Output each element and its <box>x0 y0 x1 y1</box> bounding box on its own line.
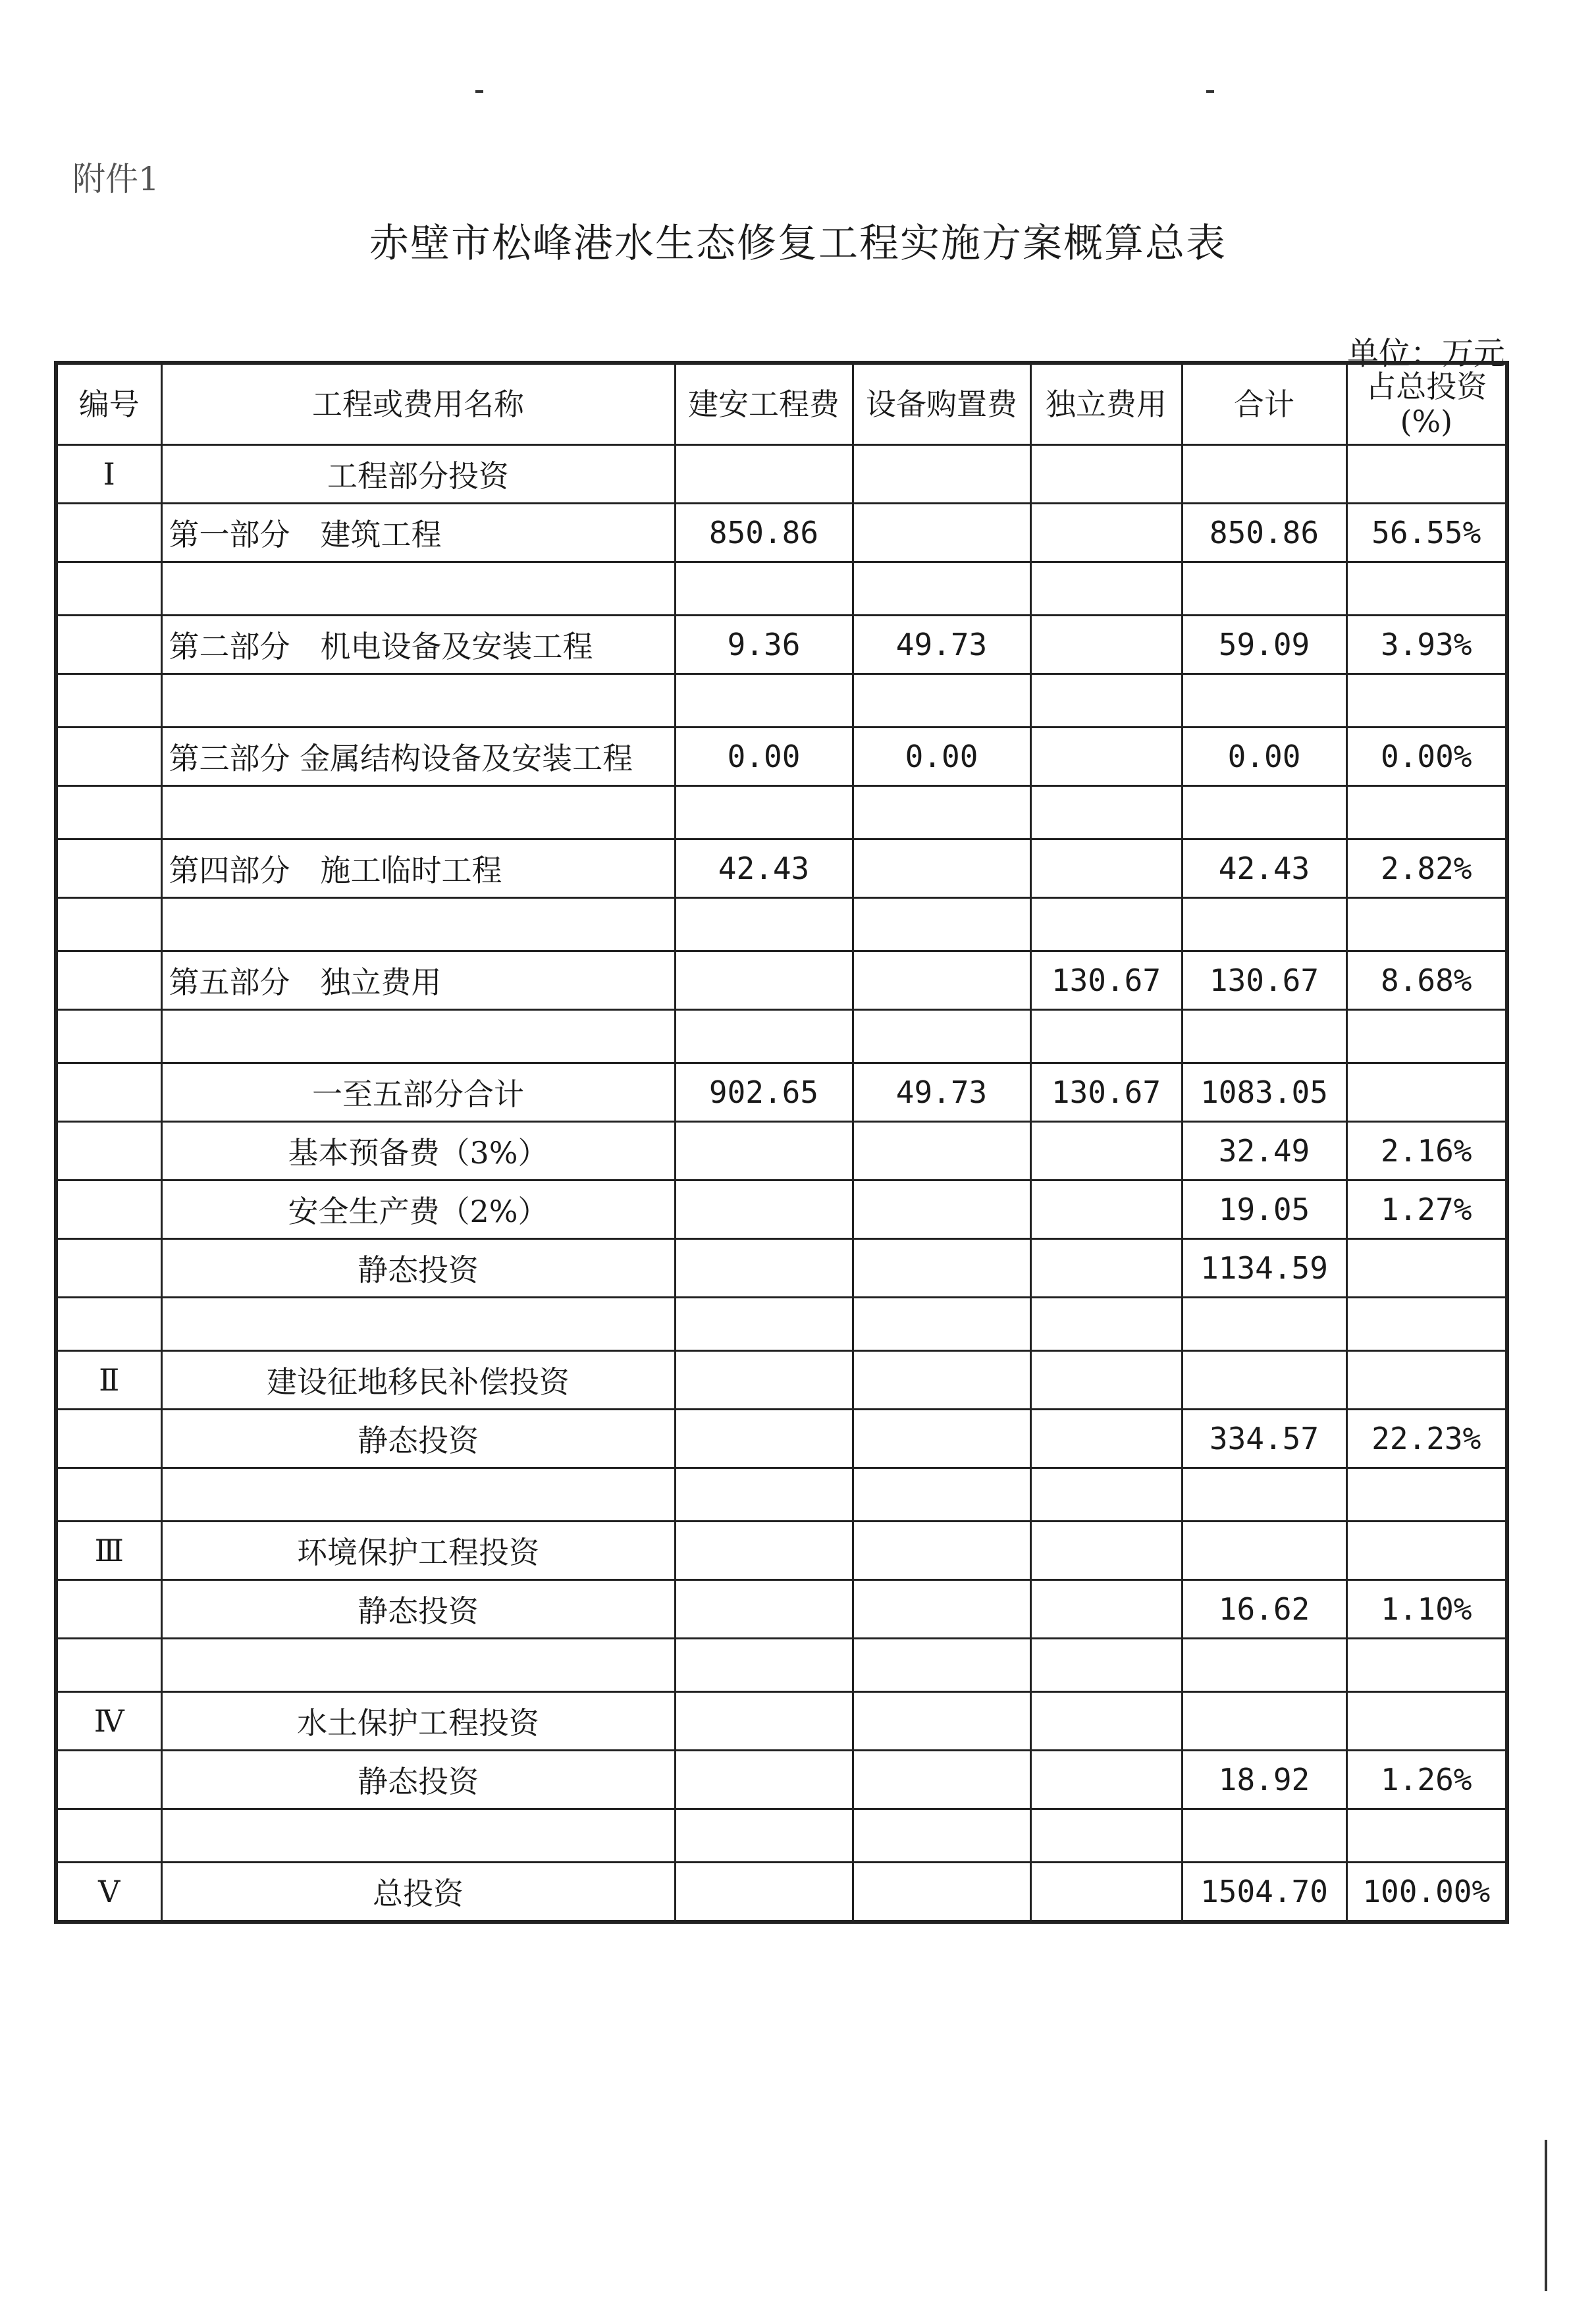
cell-no <box>56 1809 161 1863</box>
cell-total: 32.49 <box>1182 1122 1346 1180</box>
cell-construction: 0.00 <box>675 728 853 786</box>
spacer-row <box>56 674 1507 728</box>
cell-equipment <box>853 504 1030 562</box>
cell-total <box>1182 1639 1346 1692</box>
cell-equipment <box>853 1122 1030 1180</box>
cell-total: 0.00 <box>1182 728 1346 786</box>
cell-name: 第五部分 独立费用 <box>161 951 675 1010</box>
cell-equipment: 0.00 <box>853 728 1030 786</box>
cell-independent <box>1030 1863 1182 1923</box>
cell-independent <box>1030 1522 1182 1580</box>
cell-no <box>56 616 161 674</box>
cell-construction <box>675 1010 853 1063</box>
table-row <box>56 1063 1507 1122</box>
cell-name <box>161 562 675 616</box>
cell-construction: 42.43 <box>675 839 853 898</box>
table-row <box>56 445 1507 504</box>
cell-share: 2.16% <box>1346 1122 1507 1180</box>
cell-construction <box>675 1751 853 1809</box>
cell-no: Ⅱ <box>56 1351 161 1410</box>
cell-no <box>56 1751 161 1809</box>
cell-no <box>56 786 161 839</box>
table-row <box>56 728 1507 786</box>
table-row <box>56 504 1507 562</box>
cell-independent <box>1030 1298 1182 1351</box>
cell-independent <box>1030 1639 1182 1692</box>
cell-independent <box>1030 1410 1182 1468</box>
cell-share <box>1346 1809 1507 1863</box>
cell-name: 静态投资 <box>161 1239 675 1298</box>
header-share <box>1346 363 1507 445</box>
cell-no <box>56 951 161 1010</box>
cell-independent <box>1030 1468 1182 1522</box>
cell-total: 130.67 <box>1182 951 1346 1010</box>
table-row <box>56 1692 1507 1751</box>
cell-total <box>1182 898 1346 951</box>
cell-equipment <box>853 839 1030 898</box>
cell-construction: 9.36 <box>675 616 853 674</box>
spacer-row <box>56 1639 1507 1692</box>
cell-share <box>1346 1351 1507 1410</box>
cell-equipment <box>853 1239 1030 1298</box>
cell-equipment <box>853 674 1030 728</box>
header-independent: 独立费用 <box>1030 363 1182 445</box>
spacer-row <box>56 786 1507 839</box>
cell-construction <box>675 1863 853 1923</box>
cell-construction <box>675 674 853 728</box>
cell-independent <box>1030 786 1182 839</box>
cell-no <box>56 1180 161 1239</box>
cell-equipment <box>853 1410 1030 1468</box>
cell-no <box>56 1239 161 1298</box>
cell-construction <box>675 1298 853 1351</box>
cell-share: 56.55% <box>1346 504 1507 562</box>
cell-share: 0.00% <box>1346 728 1507 786</box>
cell-equipment: 49.73 <box>853 616 1030 674</box>
cell-total: 19.05 <box>1182 1180 1346 1239</box>
header-row <box>56 363 1507 445</box>
table-row <box>56 1580 1507 1639</box>
unit-label: 单位：万元 <box>1346 335 1505 372</box>
cell-share: 8.68% <box>1346 951 1507 1010</box>
cell-no <box>56 1468 161 1522</box>
cell-no <box>56 728 161 786</box>
cell-no: Ⅰ <box>56 445 161 504</box>
table-row <box>56 951 1507 1010</box>
cell-total <box>1182 1298 1346 1351</box>
cell-total: 1083.05 <box>1182 1063 1346 1122</box>
cell-independent <box>1030 1580 1182 1639</box>
table-row <box>56 1863 1507 1923</box>
cell-total <box>1182 1468 1346 1522</box>
cell-total: 18.92 <box>1182 1751 1346 1809</box>
cell-name: 工程部分投资 <box>161 445 675 504</box>
table-row <box>56 1522 1507 1580</box>
cell-no <box>56 1580 161 1639</box>
cell-total <box>1182 786 1346 839</box>
cell-equipment <box>853 562 1030 616</box>
cell-share <box>1346 674 1507 728</box>
cell-name <box>161 898 675 951</box>
cell-independent <box>1030 1809 1182 1863</box>
header-name: 工程或费用名称 <box>161 363 675 445</box>
cell-total <box>1182 445 1346 504</box>
cell-name <box>161 1468 675 1522</box>
cell-no: Ⅴ <box>56 1863 161 1923</box>
cell-independent: 130.67 <box>1030 951 1182 1010</box>
cell-name: 环境保护工程投资 <box>161 1522 675 1580</box>
table-row <box>56 1410 1507 1468</box>
cell-name: 建设征地移民补偿投资 <box>161 1351 675 1410</box>
cell-total: 334.57 <box>1182 1410 1346 1468</box>
cell-name <box>161 1298 675 1351</box>
cell-share: 3.93% <box>1346 616 1507 674</box>
cell-no <box>56 1010 161 1063</box>
cell-equipment <box>853 786 1030 839</box>
cell-name: 第四部分 施工临时工程 <box>161 839 675 898</box>
cell-total: 16.62 <box>1182 1580 1346 1639</box>
cell-total <box>1182 674 1346 728</box>
cell-construction <box>675 445 853 504</box>
cell-share <box>1346 562 1507 616</box>
cell-total <box>1182 1809 1346 1863</box>
cell-independent <box>1030 1180 1182 1239</box>
spacer-row <box>56 1809 1507 1863</box>
table-row <box>56 839 1507 898</box>
cell-name: 水土保护工程投资 <box>161 1692 675 1751</box>
header-construction: 建安工程费 <box>675 363 853 445</box>
cell-share <box>1346 1522 1507 1580</box>
cell-independent <box>1030 839 1182 898</box>
cell-share <box>1346 1063 1507 1122</box>
cell-equipment <box>853 1751 1030 1809</box>
cell-total <box>1182 1692 1346 1751</box>
cell-independent <box>1030 898 1182 951</box>
cell-share: 1.10% <box>1346 1580 1507 1639</box>
table-row <box>56 1180 1507 1239</box>
cell-share: 100.00% <box>1346 1863 1507 1923</box>
cell-independent <box>1030 1122 1182 1180</box>
cell-construction: 902.65 <box>675 1063 853 1122</box>
cell-independent <box>1030 1692 1182 1751</box>
cell-independent: 130.67 <box>1030 1063 1182 1122</box>
spacer-row <box>56 1298 1507 1351</box>
cell-equipment <box>853 898 1030 951</box>
cell-share <box>1346 1692 1507 1751</box>
cell-independent <box>1030 445 1182 504</box>
page-title: 赤壁市松峰港水生态修复工程实施方案概算总表 <box>369 221 1227 267</box>
budget-summary-table <box>54 361 1509 1924</box>
cell-share <box>1346 786 1507 839</box>
cell-share: 1.27% <box>1346 1180 1507 1239</box>
cell-construction <box>675 1239 853 1298</box>
cell-no <box>56 562 161 616</box>
header-share-line1: 占总投资 <box>1366 369 1487 405</box>
cell-equipment <box>853 1580 1030 1639</box>
cell-name <box>161 786 675 839</box>
cell-total: 850.86 <box>1182 504 1346 562</box>
cell-share <box>1346 1639 1507 1692</box>
cell-no <box>56 898 161 951</box>
cell-construction <box>675 1180 853 1239</box>
header-total: 合计 <box>1182 363 1346 445</box>
cell-total: 42.43 <box>1182 839 1346 898</box>
cell-construction <box>675 1809 853 1863</box>
scan-mark-left <box>475 90 483 93</box>
cell-name: 安全生产费（2%） <box>161 1180 675 1239</box>
cell-equipment <box>853 1180 1030 1239</box>
cell-construction <box>675 1351 853 1410</box>
cell-independent <box>1030 674 1182 728</box>
cell-name: 静态投资 <box>161 1751 675 1809</box>
cell-equipment <box>853 951 1030 1010</box>
cell-name: 静态投资 <box>161 1410 675 1468</box>
cell-name <box>161 674 675 728</box>
table-row <box>56 1351 1507 1410</box>
cell-no <box>56 1410 161 1468</box>
cell-no <box>56 839 161 898</box>
cell-independent <box>1030 1351 1182 1410</box>
cell-share: 22.23% <box>1346 1410 1507 1468</box>
cell-construction <box>675 1522 853 1580</box>
spacer-row <box>56 1468 1507 1522</box>
cell-share <box>1346 1468 1507 1522</box>
cell-construction <box>675 951 853 1010</box>
cell-independent <box>1030 562 1182 616</box>
cell-name <box>161 1010 675 1063</box>
spacer-row <box>56 1010 1507 1063</box>
table-row <box>56 616 1507 674</box>
cell-share <box>1346 1010 1507 1063</box>
cell-share: 2.82% <box>1346 839 1507 898</box>
cell-equipment: 49.73 <box>853 1063 1030 1122</box>
cell-construction: 850.86 <box>675 504 853 562</box>
table-body <box>56 445 1507 1923</box>
cell-no <box>56 1063 161 1122</box>
cell-independent <box>1030 728 1182 786</box>
cell-name <box>161 1809 675 1863</box>
cell-no <box>56 1122 161 1180</box>
cell-name <box>161 1639 675 1692</box>
cell-total: 1504.70 <box>1182 1863 1346 1923</box>
spacer-row <box>56 898 1507 951</box>
cell-equipment <box>853 1010 1030 1063</box>
cell-equipment <box>853 1863 1030 1923</box>
cell-share <box>1346 445 1507 504</box>
cell-independent <box>1030 1010 1182 1063</box>
header-no: 编号 <box>56 363 161 445</box>
cell-no <box>56 674 161 728</box>
cell-name: 第三部分 金属结构设备及安装工程 <box>161 728 675 786</box>
cell-construction <box>675 1122 853 1180</box>
cell-construction <box>675 1639 853 1692</box>
cell-total <box>1182 562 1346 616</box>
cell-name: 第二部分 机电设备及安装工程 <box>161 616 675 674</box>
cell-equipment <box>853 1639 1030 1692</box>
cell-name: 总投资 <box>161 1863 675 1923</box>
cell-independent <box>1030 616 1182 674</box>
cell-no <box>56 1298 161 1351</box>
cell-name: 基本预备费（3%） <box>161 1122 675 1180</box>
cell-no <box>56 1639 161 1692</box>
table-row <box>56 1239 1507 1298</box>
cell-independent <box>1030 1239 1182 1298</box>
header-equipment: 设备购置费 <box>853 363 1030 445</box>
cell-equipment <box>853 445 1030 504</box>
cell-total <box>1182 1351 1346 1410</box>
cell-no: Ⅲ <box>56 1522 161 1580</box>
table-row <box>56 1751 1507 1809</box>
attachment-label: 附件1 <box>72 160 159 198</box>
cell-equipment <box>853 1809 1030 1863</box>
cell-share <box>1346 1239 1507 1298</box>
cell-construction <box>675 898 853 951</box>
cell-equipment <box>853 1298 1030 1351</box>
cell-equipment <box>853 1351 1030 1410</box>
cell-construction <box>675 562 853 616</box>
scan-edge-line <box>1545 2140 1547 2291</box>
cell-construction <box>675 1692 853 1751</box>
spacer-row <box>56 562 1507 616</box>
cell-total <box>1182 1010 1346 1063</box>
cell-equipment <box>853 1522 1030 1580</box>
cell-equipment <box>853 1692 1030 1751</box>
cell-independent <box>1030 1751 1182 1809</box>
cell-total: 59.09 <box>1182 616 1346 674</box>
cell-total <box>1182 1522 1346 1580</box>
cell-name: 第一部分 建筑工程 <box>161 504 675 562</box>
cell-construction <box>675 1410 853 1468</box>
cell-construction <box>675 1468 853 1522</box>
cell-name: 一至五部分合计 <box>161 1063 675 1122</box>
cell-share <box>1346 1298 1507 1351</box>
cell-independent <box>1030 504 1182 562</box>
scan-mark-right <box>1206 90 1214 93</box>
cell-construction <box>675 1580 853 1639</box>
cell-no <box>56 504 161 562</box>
cell-total: 1134.59 <box>1182 1239 1346 1298</box>
cell-construction <box>675 786 853 839</box>
header-share-line2: (%) <box>1400 404 1453 439</box>
cell-no: Ⅳ <box>56 1692 161 1751</box>
cell-share: 1.26% <box>1346 1751 1507 1809</box>
cell-name: 静态投资 <box>161 1580 675 1639</box>
table-row <box>56 1122 1507 1180</box>
cell-share <box>1346 898 1507 951</box>
cell-equipment <box>853 1468 1030 1522</box>
